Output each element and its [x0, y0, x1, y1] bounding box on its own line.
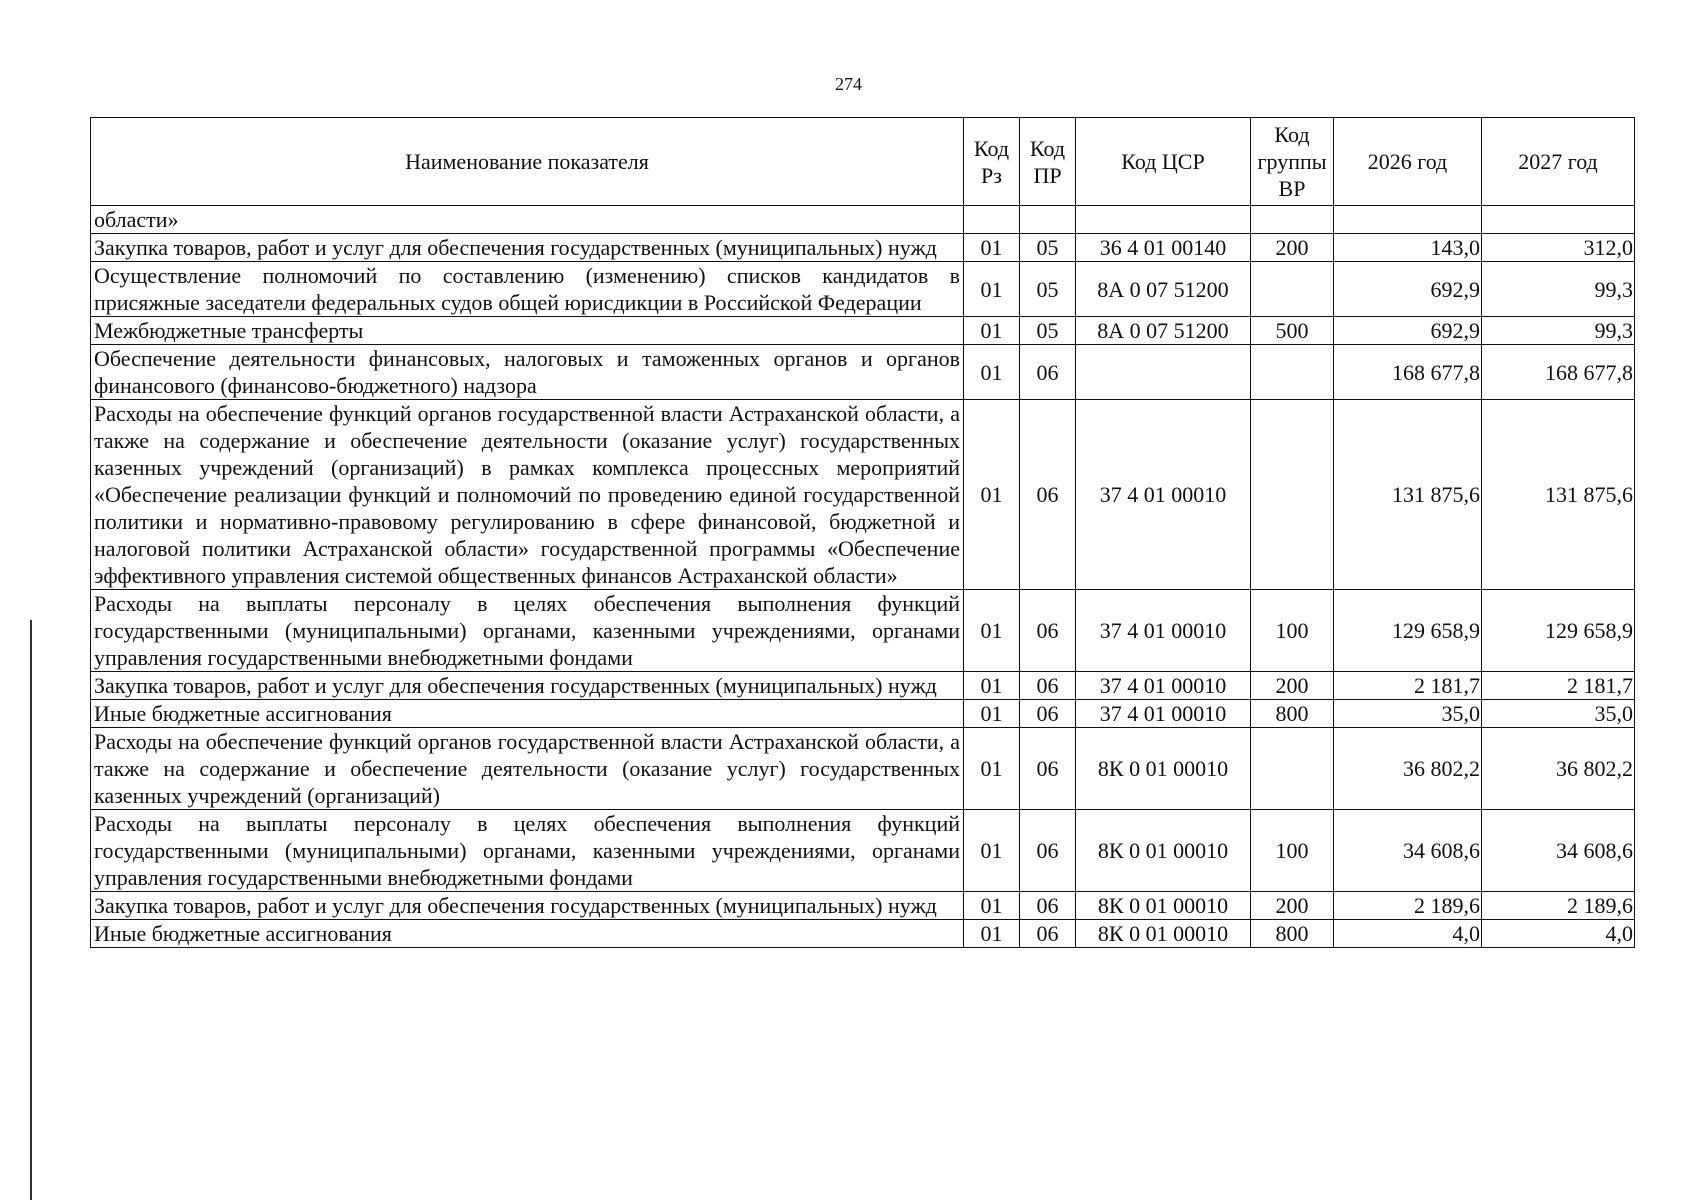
- table-row: [91, 810, 1635, 892]
- cell-rz: 01: [964, 234, 1020, 262]
- cell-name: Закупка товаров, работ и услуг для обеспечения государственных (муниципальных) нужд: [91, 892, 964, 920]
- cell-vr: 100: [1251, 810, 1334, 892]
- cell-csr: [1076, 206, 1251, 234]
- cell-name: Закупка товаров, работ и услуг для обеспечения государственных (муниципальных) нужд: [91, 234, 964, 262]
- cell-rz: 01: [964, 672, 1020, 700]
- table-row: [91, 317, 1635, 345]
- cell-csr: 37 4 01 00010: [1076, 590, 1251, 672]
- table-row: [91, 590, 1635, 672]
- cell-y2026: 4,0: [1334, 920, 1482, 948]
- cell-vr: 200: [1251, 892, 1334, 920]
- table-row: [91, 892, 1635, 920]
- cell-y2026: 2 189,6: [1334, 892, 1482, 920]
- table-row: [91, 234, 1635, 262]
- cell-name: области»: [91, 206, 964, 234]
- cell-y2027: 99,3: [1482, 262, 1635, 317]
- cell-y2027: 35,0: [1482, 700, 1635, 728]
- cell-vr: [1251, 262, 1334, 317]
- cell-y2027: 2 189,6: [1482, 892, 1635, 920]
- cell-vr: 100: [1251, 590, 1334, 672]
- cell-y2027: 99,3: [1482, 317, 1635, 345]
- cell-y2027: [1482, 206, 1635, 234]
- cell-rz: 01: [964, 345, 1020, 400]
- cell-name: Расходы на выплаты персоналу в целях обеспечения выполнения функций государственными (муниципальными) органами, казенными учреждениями, органами управления государственными внебюджетными фондами: [91, 590, 964, 672]
- header-name: Наименование показателя: [91, 118, 964, 206]
- cell-vr: 200: [1251, 234, 1334, 262]
- cell-csr: 8А 0 07 51200: [1076, 317, 1251, 345]
- cell-rz: 01: [964, 700, 1020, 728]
- page-number: 274: [835, 74, 862, 94]
- cell-pr: 05: [1020, 317, 1076, 345]
- header-pr: Код ПР: [1020, 118, 1076, 206]
- cell-y2026: [1334, 206, 1482, 234]
- cell-rz: 01: [964, 262, 1020, 317]
- cell-y2026: 692,9: [1334, 317, 1482, 345]
- cell-name: Иные бюджетные ассигнования: [91, 920, 964, 948]
- cell-pr: 06: [1020, 345, 1076, 400]
- cell-csr: 37 4 01 00010: [1076, 700, 1251, 728]
- table-row: [91, 728, 1635, 810]
- cell-rz: 01: [964, 892, 1020, 920]
- cell-csr: 37 4 01 00010: [1076, 400, 1251, 590]
- cell-csr: 8К 0 01 00010: [1076, 920, 1251, 948]
- cell-rz: 01: [964, 400, 1020, 590]
- cell-vr: 800: [1251, 700, 1334, 728]
- cell-y2026: 36 802,2: [1334, 728, 1482, 810]
- header-2026: 2026 год: [1334, 118, 1482, 206]
- cell-csr: 8А 0 07 51200: [1076, 262, 1251, 317]
- cell-y2026: 692,9: [1334, 262, 1482, 317]
- cell-name: Расходы на обеспечение функций органов государственной власти Астраханской области, а также на содержание и обеспечение деятельности (оказание услуг) государственных казенных учреждений (организаций): [91, 728, 964, 810]
- cell-pr: 05: [1020, 234, 1076, 262]
- cell-y2027: 36 802,2: [1482, 728, 1635, 810]
- cell-rz: 01: [964, 590, 1020, 672]
- cell-vr: [1251, 728, 1334, 810]
- cell-vr: [1251, 206, 1334, 234]
- table-row: [91, 262, 1635, 317]
- cell-y2026: 35,0: [1334, 700, 1482, 728]
- cell-y2027: 312,0: [1482, 234, 1635, 262]
- cell-vr: 500: [1251, 317, 1334, 345]
- table-row: [91, 206, 1635, 234]
- cell-rz: 01: [964, 728, 1020, 810]
- table-header-row: [91, 118, 1635, 206]
- cell-y2027: 131 875,6: [1482, 400, 1635, 590]
- cell-csr: 8К 0 01 00010: [1076, 810, 1251, 892]
- cell-y2027: 168 677,8: [1482, 345, 1635, 400]
- cell-y2026: 129 658,9: [1334, 590, 1482, 672]
- cell-vr: 200: [1251, 672, 1334, 700]
- table-body: [91, 206, 1635, 948]
- cell-pr: 05: [1020, 262, 1076, 317]
- cell-pr: 06: [1020, 400, 1076, 590]
- cell-vr: [1251, 400, 1334, 590]
- cell-y2026: 143,0: [1334, 234, 1482, 262]
- table-row: [91, 920, 1635, 948]
- cell-y2027: 129 658,9: [1482, 590, 1635, 672]
- header-2027: 2027 год: [1482, 118, 1635, 206]
- cell-vr: 800: [1251, 920, 1334, 948]
- cell-vr: [1251, 345, 1334, 400]
- table-row: [91, 345, 1635, 400]
- cell-name: Обеспечение деятельности финансовых, налоговых и таможенных органов и органов финансового (финансово-бюджетного) надзора: [91, 345, 964, 400]
- cell-y2027: 4,0: [1482, 920, 1635, 948]
- table-row: [91, 672, 1635, 700]
- cell-y2026: 131 875,6: [1334, 400, 1482, 590]
- header-csr: Код ЦСР: [1076, 118, 1251, 206]
- cell-pr: 06: [1020, 920, 1076, 948]
- cell-pr: 06: [1020, 700, 1076, 728]
- cell-csr: 37 4 01 00010: [1076, 672, 1251, 700]
- cell-y2026: 2 181,7: [1334, 672, 1482, 700]
- cell-name: Осуществление полномочий по составлению (изменению) списков кандидатов в присяжные заседатели федеральных судов общей юрисдикции в Российской Федерации: [91, 262, 964, 317]
- cell-rz: [964, 206, 1020, 234]
- cell-rz: 01: [964, 810, 1020, 892]
- cell-csr: 36 4 01 00140: [1076, 234, 1251, 262]
- cell-pr: 06: [1020, 810, 1076, 892]
- cell-y2027: 2 181,7: [1482, 672, 1635, 700]
- cell-name: Межбюджетные трансферты: [91, 317, 964, 345]
- cell-pr: 06: [1020, 728, 1076, 810]
- binding-rule: [30, 620, 32, 1200]
- cell-y2026: 34 608,6: [1334, 810, 1482, 892]
- cell-pr: [1020, 206, 1076, 234]
- cell-csr: 8К 0 01 00010: [1076, 892, 1251, 920]
- cell-pr: 06: [1020, 590, 1076, 672]
- table-row: [91, 700, 1635, 728]
- cell-name: Иные бюджетные ассигнования: [91, 700, 964, 728]
- cell-rz: 01: [964, 920, 1020, 948]
- cell-csr: [1076, 345, 1251, 400]
- cell-name: Расходы на обеспечение функций органов государственной власти Астраханской области, а также на содержание и обеспечение деятельности (оказание услуг) государственных казенных учреждений (организаций) в рамках комплекса процессных мероприятий «Обеспечение реализации функций и полномочий по проведению единой государственной политики и нормативно-правовому регулированию в сфере финансовой, бюджетной и налоговой политики Астраханской области» государственной программы «Обеспечение эффективного управления системой общественных финансов Астраханской области»: [91, 400, 964, 590]
- cell-y2027: 34 608,6: [1482, 810, 1635, 892]
- table-row: [91, 400, 1635, 590]
- cell-name: Расходы на выплаты персоналу в целях обеспечения выполнения функций государственными (муниципальными) органами, казенными учреждениями, органами управления государственными внебюджетными фондами: [91, 810, 964, 892]
- header-rz: Код Рз: [964, 118, 1020, 206]
- cell-rz: 01: [964, 317, 1020, 345]
- cell-pr: 06: [1020, 672, 1076, 700]
- budget-table: [90, 117, 1635, 948]
- cell-y2026: 168 677,8: [1334, 345, 1482, 400]
- cell-csr: 8К 0 01 00010: [1076, 728, 1251, 810]
- cell-name: Закупка товаров, работ и услуг для обеспечения государственных (муниципальных) нужд: [91, 672, 964, 700]
- header-vr: Код группы ВР: [1251, 118, 1334, 206]
- cell-pr: 06: [1020, 892, 1076, 920]
